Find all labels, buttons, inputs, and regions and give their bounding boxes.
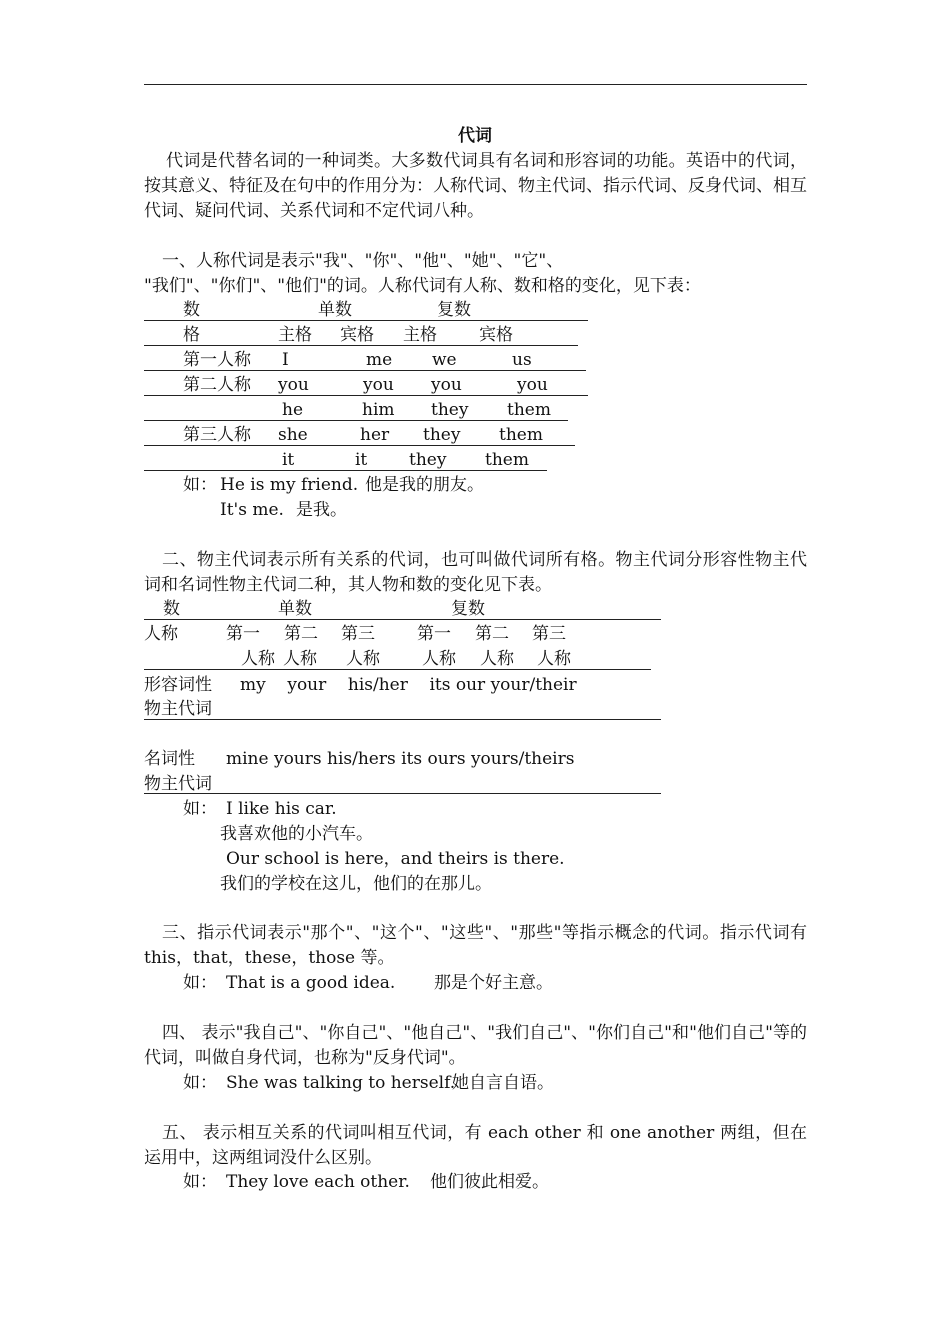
table1-cell: you [517, 375, 548, 395]
table2-person-head: 第三 [532, 624, 566, 644]
example-translation: 他是我的朋友。 [365, 475, 484, 495]
example-translation: 他们彼此相爱。 [430, 1172, 549, 1192]
table2-rule [144, 719, 661, 720]
example-label: 如： [183, 973, 217, 993]
table1-cell: 主格 [278, 325, 312, 345]
table1-cell: you [363, 375, 394, 395]
table2-rule [144, 669, 651, 670]
table1-cell: 主格 [403, 325, 437, 345]
table1-cell: him [362, 400, 395, 420]
table2-person-head: 人称 [422, 649, 456, 669]
table2-noun-values: mine yours his/hers its ours yours/theirs [226, 749, 575, 769]
table1-cell: it [282, 450, 295, 470]
table1-rule [144, 320, 588, 321]
table2-person-head: 第三 [341, 624, 375, 644]
example-translation: 那是个好主意。 [434, 973, 553, 993]
table2-person-head: 人称 [480, 649, 514, 669]
table2-person-head: 第一 [417, 624, 451, 644]
table2-person-head: 第二 [284, 624, 318, 644]
header-rule [144, 84, 807, 85]
example-sentence: I like his car. [226, 799, 337, 819]
page-title: 代词 [458, 126, 492, 146]
table1-cell: us [512, 350, 532, 370]
table1-cell: she [278, 425, 308, 445]
example-sentence: They love each other. [226, 1172, 410, 1192]
example-translation: 我们的学校在这儿，他们的在那儿。 [220, 874, 492, 894]
table1-cell: he [282, 400, 304, 420]
table1-singular-label: 单数 [318, 300, 352, 320]
table2-rule [144, 793, 661, 794]
table1-cell: I [282, 350, 289, 370]
table1-cell: they [423, 425, 461, 445]
table1-cell: her [360, 425, 390, 445]
table2-row-label: 名词性 [144, 749, 195, 769]
table2-row-label: 物主代词 [144, 774, 212, 794]
table1-row-label: 第一人称 [183, 350, 251, 370]
table1-number-label: 数 [183, 300, 200, 320]
example-sentence: She was talking to herself. [226, 1073, 456, 1093]
table2-number-label: 数 [163, 599, 180, 619]
example-translation: 她自言自语。 [452, 1073, 554, 1093]
table2-person-head: 人称 [241, 649, 275, 669]
example-sentence: That is a good idea. [226, 973, 396, 993]
table1-cell: 宾格 [340, 325, 374, 345]
table1-cell: them [499, 425, 543, 445]
intro-paragraph: 代词是代替名词的一种词类。大多数代词具有名词和形容词的功能。英语中的代词，按其意义、特征及在句中的作用分为：人称代词、物主代词、指示代词、反身代词、相互代词、疑问代词、关系代词和不定代词八种。 [144, 151, 807, 221]
example-label: 如： [183, 1172, 217, 1192]
table2-adj-values: my your his/her its our your/their [240, 675, 577, 695]
table2-person-head: 第二 [475, 624, 509, 644]
table1-cell: you [278, 375, 309, 395]
table2-person-head: 人称 [537, 649, 571, 669]
section3-heading: 三、指示代词表示"那个"、"这个"、"这些"、"那些"等指示概念的代词。指示代词有 this，that，these，those 等。 [144, 923, 807, 968]
section1-heading-line1: 一、人称代词是表示"我"、"你"、"他"、"她"、"它"、 [162, 251, 564, 271]
table1-rule [144, 420, 568, 421]
table1-rule [144, 395, 588, 396]
table1-rule [144, 345, 578, 346]
section1-heading-line2: "我们"、"你们"、"他们"的词。人称代词有人称、数和格的变化，见下表： [144, 276, 701, 296]
example-label: 如： [183, 475, 217, 495]
table1-cell: them [485, 450, 529, 470]
example-sentence: It's me. [220, 500, 284, 520]
table1-cell: 宾格 [479, 325, 513, 345]
table1-cell: we [432, 350, 457, 370]
example-translation: 是我。 [296, 500, 347, 520]
example-sentence: He is my friend. [220, 475, 359, 495]
example-label: 如： [183, 799, 217, 819]
table2-row-label: 形容词性 [144, 675, 212, 695]
table1-plural-label: 复数 [437, 300, 471, 320]
table2-singular-label: 单数 [278, 599, 312, 619]
example-sentence: Our school is here，and theirs is there. [226, 849, 565, 869]
table1-row-label: 第二人称 [183, 375, 251, 395]
table2-person-head: 第一 [226, 624, 260, 644]
table1-cell: me [366, 350, 393, 370]
section5-heading: 五、 表示相互关系的代词叫相互代词，有 each other 和 one another 两组，但在运用中，这两组词没什么区别。 [144, 1123, 807, 1168]
section4-heading: 四、 表示"我自己"、"你自己"、"他自己"、"我们自己"、"你们自己"和"他们自己"等的代词，叫做自身代词，也称为"反身代词"。 [144, 1023, 807, 1068]
table1-cell: they [431, 400, 469, 420]
table1-cell: you [431, 375, 462, 395]
example-label: 如： [183, 1073, 217, 1093]
table1-rule [144, 445, 575, 446]
table1-rule [144, 370, 586, 371]
table1-cell: it [355, 450, 368, 470]
table2-person-label: 人称 [144, 624, 178, 644]
example-translation: 我喜欢他的小汽车。 [220, 824, 373, 844]
table2-person-head: 人称 [346, 649, 380, 669]
table1-cell: they [409, 450, 447, 470]
table1-cell: them [507, 400, 551, 420]
table2-plural-label: 复数 [451, 599, 485, 619]
table1-row-label: 第三人称 [183, 425, 251, 445]
table1-case-label: 格 [183, 325, 200, 345]
table2-person-head: 人称 [283, 649, 317, 669]
table1-rule [144, 470, 547, 471]
table2-row-label: 物主代词 [144, 699, 212, 719]
table2-rule [144, 619, 661, 620]
section2-heading: 二、物主代词表示所有关系的代词，也可叫做代词所有格。物主代词分形容性物主代词和名词性物主代词二种，其人物和数的变化见下表。 [144, 550, 807, 595]
